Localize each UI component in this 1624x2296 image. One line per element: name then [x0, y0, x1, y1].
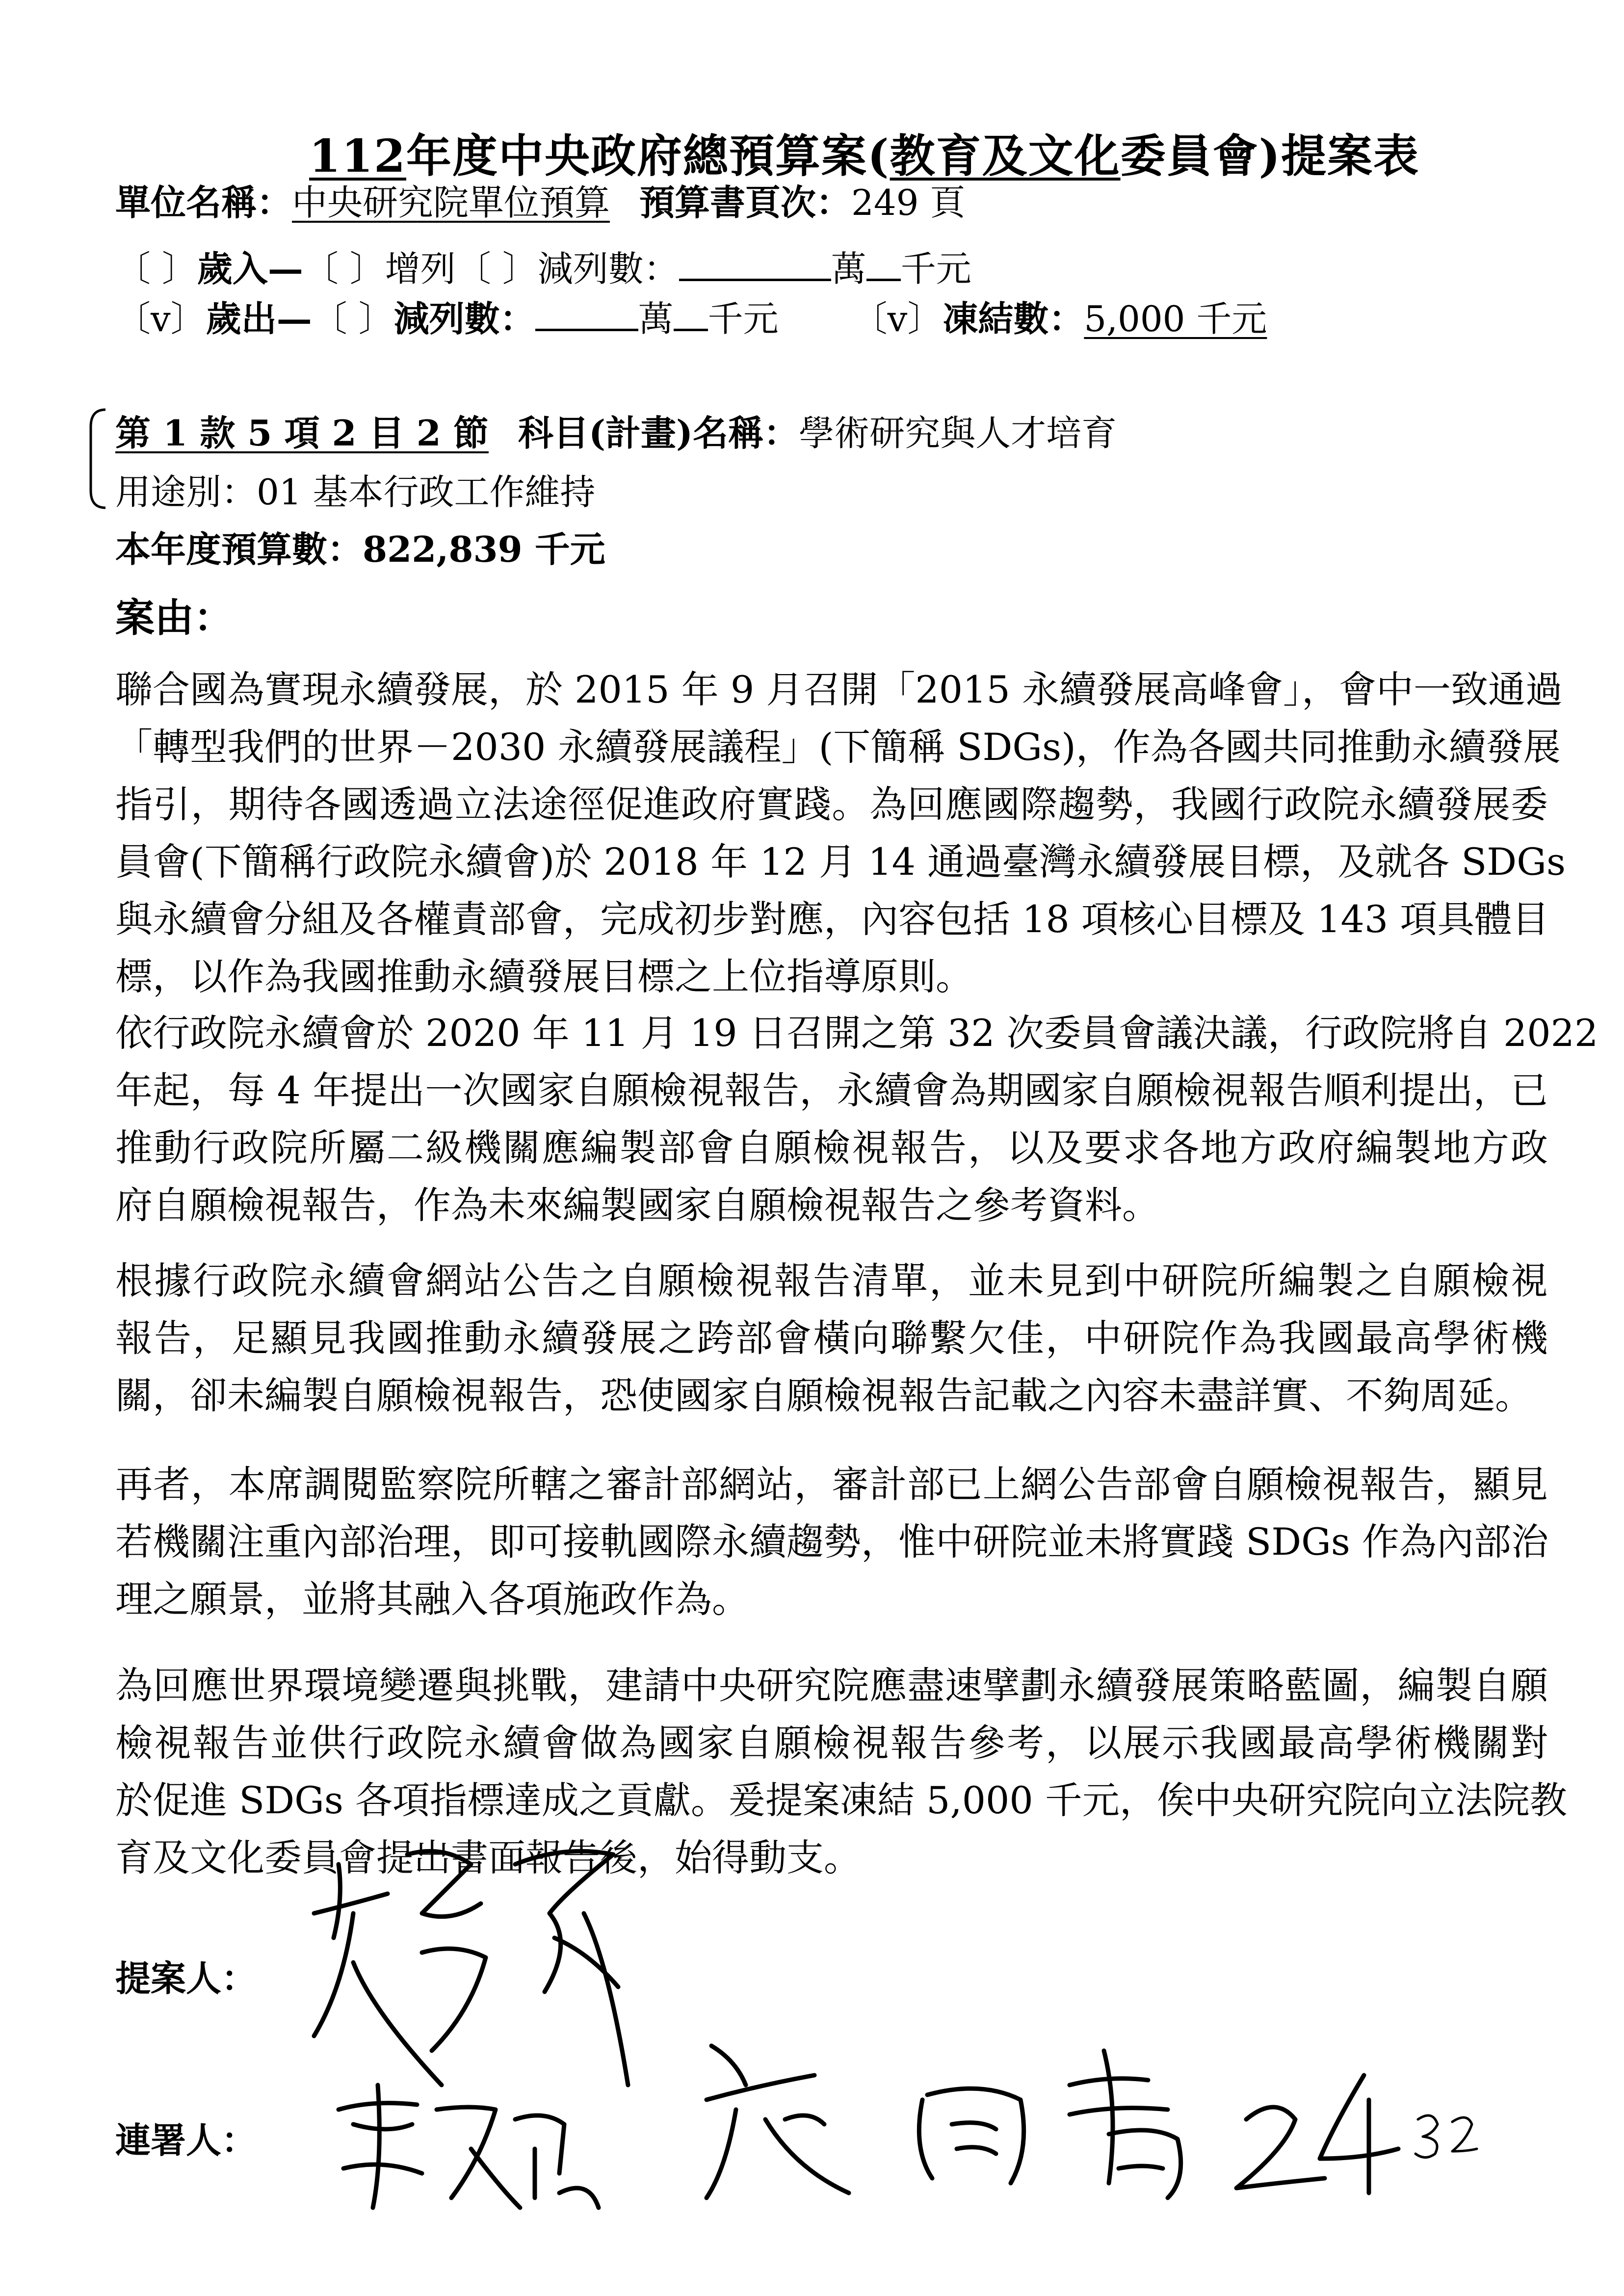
- paragraph-1-line: 與永續會分組及各權責部會，完成初步對應，內容包括 18 項核心目標及 143 項具體目: [115, 897, 1549, 941]
- increase-checkbox: 〔 〕: [303, 248, 385, 289]
- freeze-checkbox: 〔v〕: [852, 298, 943, 339]
- expense-checkbox: 〔v〕: [115, 298, 206, 339]
- expense-line: 〔v〕歲出—〔 〕減列數： 萬 千元 〔v〕凍結數：5,000 千元: [115, 298, 1267, 339]
- cosigner-signature-1: [339, 2085, 599, 2208]
- paragraph-2-line: 年起，每 4 年提出一次國家自願檢視報告，永續會為期國家自願檢視報告順利提出，已: [115, 1069, 1548, 1112]
- paragraph-1-line: 員會(下簡稱行政院永續會)於 2018 年 12 月 14 通過臺灣永續發展目標，及就各 SDGs: [115, 840, 1566, 884]
- usage-line: 用途別：01 基本行政工作維持: [115, 471, 596, 513]
- proposer-label: 提案人：: [115, 1957, 257, 1999]
- paragraph-3-line: 報告，足顯見我國推動永續發展之跨部會橫向聯繫欠佳，中研院作為我國最高學術機: [115, 1316, 1548, 1360]
- paragraph-1-line: 指引，期待各國透過立法途徑促進政府實踐。為回應國際趨勢，我國行政院永續發展委: [115, 783, 1548, 826]
- proposer-signature: [314, 1851, 628, 2085]
- case-heading: 案由：: [115, 595, 233, 641]
- section-line: 第 1 款 5 項 2 目 2 節 科目(計畫)名稱：學術研究與人才培育: [115, 412, 1117, 454]
- paragraph-1-line: 標，以作為我國推動永續發展目標之上位指導原則。: [115, 955, 973, 998]
- paragraph-3-line: 關，卻未編製自願檢視報告，恐使國家自願檢視報告記載之內容未盡詳實、不夠周延。: [115, 1374, 1532, 1417]
- cosigner-signature-2: [707, 2046, 1477, 2198]
- revenue-checkbox: 〔 〕: [115, 248, 197, 289]
- handwritten-number-24: [1236, 2075, 1398, 2193]
- paragraph-5-line: 於促進 SDGs 各項指標達成之貢獻。爰提案凍結 5,000 千元，俟中央研究院向立法院教: [115, 1778, 1567, 1822]
- paragraph-4-line: 再者，本席調閱監察院所轄之審計部網站，審計部已上網公告部會自願檢視報告，顯見: [115, 1462, 1548, 1506]
- revenue-line: 〔 〕歲入—〔 〕增列〔 〕減列數： 萬 千元: [115, 248, 971, 289]
- paragraph-5-line: 檢視報告並供行政院永續會做為國家自願檢視報告參考，以展示我國最高學術機關對: [115, 1721, 1548, 1765]
- paragraph-1-line: 聯合國為實現永續發展，於 2015 年 9 月召開「2015 永續發展高峰會」，會中一致通過: [115, 668, 1563, 711]
- paragraph-2-line: 依行政院永續會於 2020 年 11 月 19 日召開之第 32 次委員會議決議，行政院將自 2022: [115, 1011, 1598, 1055]
- paragraph-3-line: 根據行政院永續會網站公告之自願檢視報告清單，並未見到中研院所編製之自願檢視: [115, 1259, 1548, 1303]
- handwritten-number-32: [1415, 2115, 1477, 2158]
- decrease-checkbox: 〔 〕: [312, 298, 394, 339]
- paragraph-5-line: 為回應世界環境變遷與挑戰，建請中央研究院應盡速擘劃永續發展策略藍圖，編製自願: [115, 1664, 1548, 1707]
- decrease-checkbox: 〔 〕: [455, 248, 538, 289]
- form-title: 112年度中央政府總預算案(教育及文化委員會)提案表: [309, 130, 1420, 183]
- paragraph-4-line: 若機關注重內部治理，即可接軌國際永續趨勢，惟中研院並未將實踐 SDGs 作為內部治: [115, 1520, 1549, 1564]
- unit-line: 單位名稱：中央研究院單位預算 預算書頁次：249 頁: [115, 182, 966, 223]
- cosigner-label: 連署人：: [115, 2119, 257, 2161]
- paragraph-2-line: 推動行政院所屬二級機關應編製部會自願檢視報告，以及要求各地方政府編製地方政: [115, 1126, 1548, 1170]
- budget-amount: 本年度預算數：822,839 千元: [115, 528, 605, 570]
- paragraph-1-line: 「轉型我們的世界－2030 永續發展議程」(下簡稱 SDGs)，作為各國共同推動永續發展: [115, 725, 1561, 769]
- paragraph-5-line: 育及文化委員會提出書面報告後，始得動支。: [115, 1836, 861, 1879]
- paragraph-2-line: 府自願檢視報告，作為未來編製國家自願檢視報告之參考資料。: [115, 1183, 1159, 1227]
- paragraph-4-line: 理之願景，並將其融入各項施政作為。: [115, 1577, 749, 1621]
